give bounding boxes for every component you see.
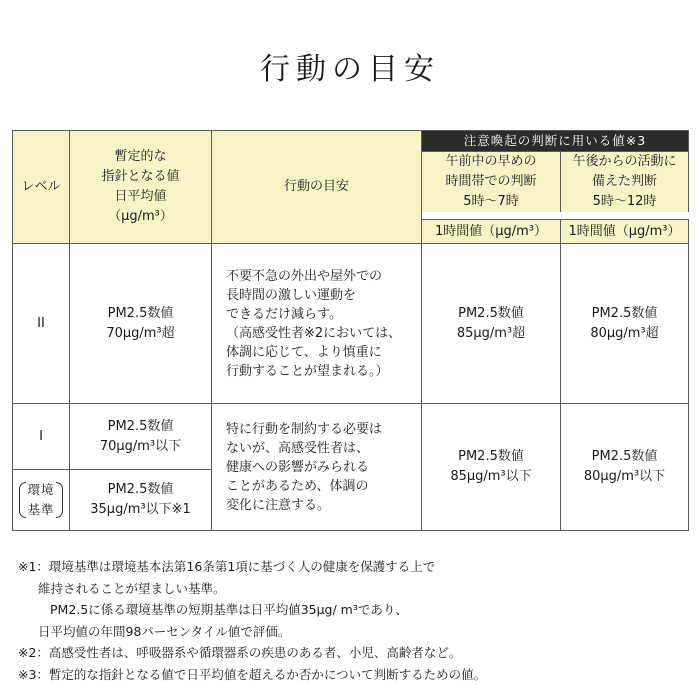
page-title: 行動の目安	[260, 52, 440, 87]
header-warning-group: 注意喚起の判断に用いる値※3	[422, 131, 689, 152]
header-afternoon: 午後からの活動に 備えた判断 5時～12時	[561, 152, 689, 213]
guideline-table	[12, 130, 689, 531]
header-level: レベル	[13, 131, 70, 244]
level-2-action: 不要不急の外出や屋外での 長時間の激しい運動を できるだけ減らす。 （高感受性者※2においては、 体調に応じて、より慎重に 行動することが望まれる。）	[212, 244, 422, 404]
header-morning: 午前中の早めの 時間帯での判断 5時～7時	[422, 152, 561, 213]
level-1-action: 特に行動を制約する必要は ないが、高感受性者は、 健康への影響がみられる ことがあるため、体調の 変化に注意する。	[212, 404, 422, 531]
note-1-detail: PM2.5に係る環境基準の短期基準は日平均値35μg/ m³であり、	[50, 602, 408, 617]
note-1-detail-cont: 日平均値の年間98パーセンタイル値で評価。	[38, 623, 291, 639]
env-standard-label	[13, 470, 70, 531]
note-1-cont: 維持されることが望ましい基準。	[38, 580, 226, 596]
level-1-afternoon: PM2.5数値 80μg/m³以下	[561, 404, 689, 531]
header-action: 行動の目安	[212, 131, 422, 244]
env-standard-bracket: 環境 基準	[19, 480, 62, 520]
header-row-1	[13, 131, 689, 152]
level-2-morning: PM2.5数値 85μg/m³超	[422, 244, 561, 404]
level-2-row	[13, 244, 689, 404]
level-1-morning: PM2.5数値 85μg/m³以下	[422, 404, 561, 531]
level-1-row	[13, 404, 689, 470]
level-1-label: I	[13, 404, 70, 470]
header-afternoon-unit: 1時間値（μg/m³）	[561, 220, 689, 244]
level-2-guide-value: PM2.5数値 70μg/m³超	[70, 244, 212, 404]
level-2-label: II	[13, 244, 70, 404]
header-morning-unit: 1時間値（μg/m³）	[422, 220, 561, 244]
note-3: ※3：暫定的な指針となる値で日平均値を超えるか否かについて判断するための値。	[18, 666, 487, 682]
header-guide-value: 暫定的な 指針となる値 日平均値 （μg/m³）	[70, 131, 212, 244]
level-1-guide-value: PM2.5数値 70μg/m³以下	[70, 404, 212, 470]
note-1: ※1：環境基準は環境基本法第16条第1項に基づく人の健康を保護する上で	[18, 559, 436, 574]
level-2-afternoon: PM2.5数値 80μg/m³超	[561, 244, 689, 404]
env-standard-guide-value: PM2.5数値 35μg/m³以下※1	[70, 470, 212, 531]
footnotes	[18, 556, 688, 685]
note-2: ※2：高感受性者は、呼吸器系や循環器系の疾患のある者、小児、高齢者など。	[18, 645, 462, 660]
